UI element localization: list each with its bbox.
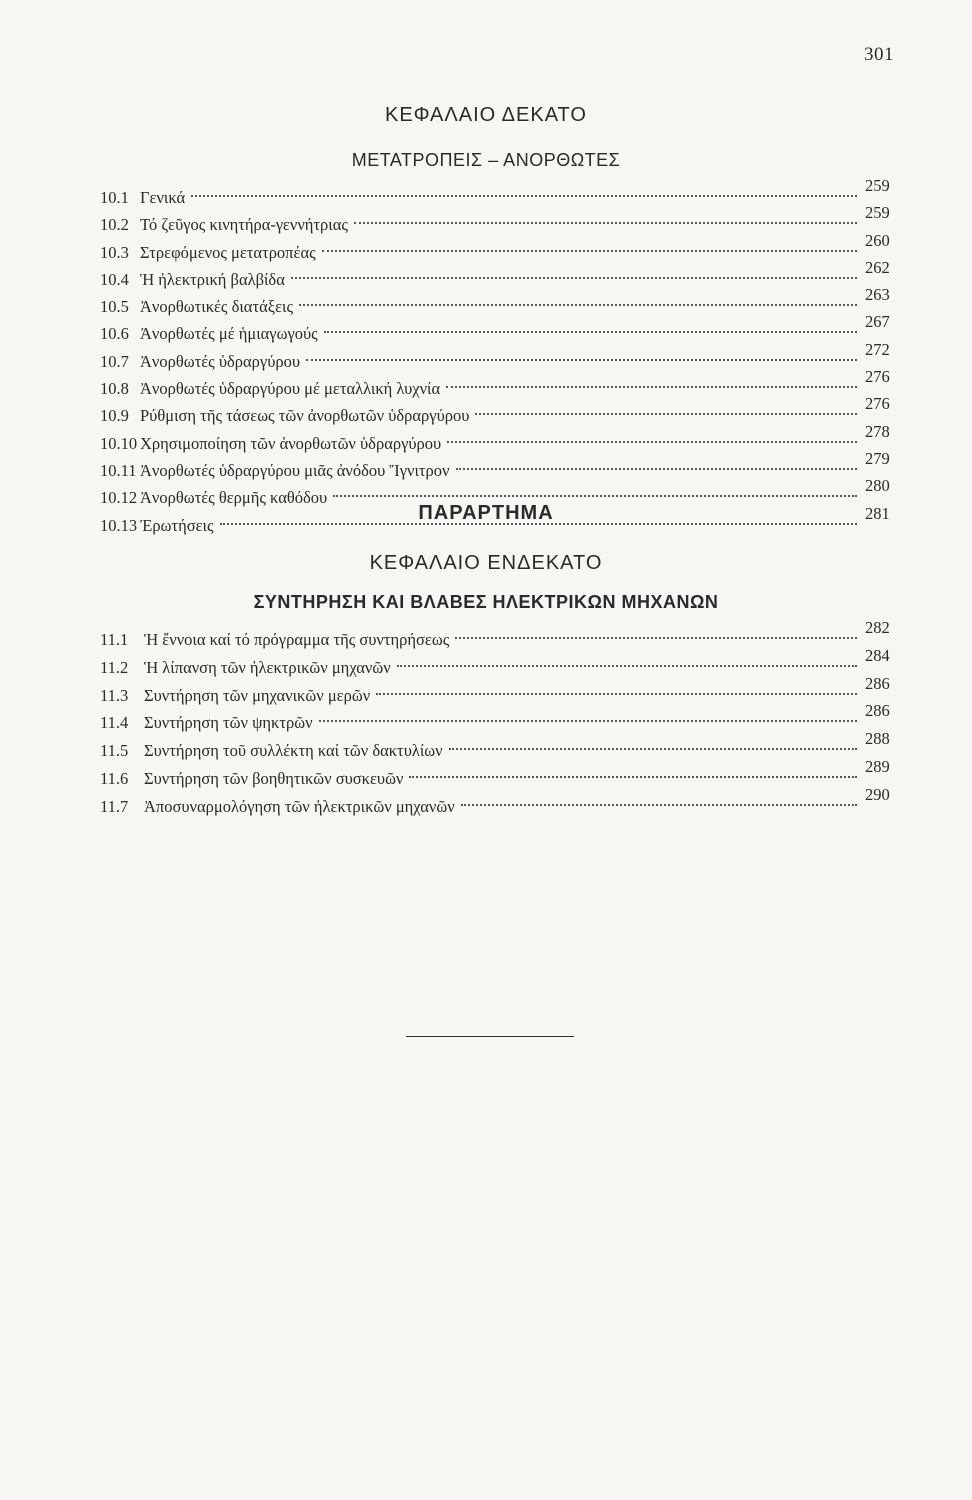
dot-leader	[455, 637, 857, 639]
toc-entry-page: 262	[865, 257, 890, 277]
dot-leader	[191, 195, 857, 197]
toc-entry[interactable]	[100, 756, 905, 797]
toc-entry-page: 259	[865, 203, 890, 223]
chapter-11-heading: ΚΕΦΑΛΑΙΟ ΕΝΔΕΚΑΤΟ	[369, 552, 603, 574]
chapter-10-toc	[100, 176, 905, 543]
toc-entry-page: 289	[865, 756, 890, 776]
toc-entry-title: Ἀνορθωτές ὑδραργύρου μιᾶς ἀνόδου Ἴγνιτρον	[140, 460, 450, 480]
toc-entry-page: 284	[865, 645, 890, 665]
toc-entry-number: 10.8	[100, 379, 129, 399]
dot-leader	[461, 804, 857, 806]
toc-entry-page: 286	[865, 673, 890, 693]
toc-entry-title: Ἀνορθωτικές διατάξεις	[140, 297, 293, 317]
appendix-heading: ΠΑΡΑΡΤΗΜΑ	[418, 502, 554, 524]
toc-entry[interactable]	[100, 448, 905, 488]
dot-leader	[319, 720, 857, 722]
dot-leader	[475, 413, 857, 415]
toc-entry[interactable]	[100, 367, 905, 406]
toc-entry-title: Τό ζεῦγος κινητήρα-γεννήτριας	[140, 215, 348, 235]
toc-entry-number: 11.7	[100, 796, 129, 816]
toc-entry[interactable]	[100, 618, 905, 658]
dot-leader	[306, 359, 857, 361]
toc-entry-title: Ἀποσυναρμολόγηση τῶν ἠλεκτρικῶν μηχανῶν	[144, 796, 455, 816]
toc-entry[interactable]	[100, 421, 905, 461]
toc-entry-number: 10.2	[100, 215, 129, 235]
toc-entry[interactable]	[100, 701, 905, 741]
toc-entry-number: 11.4	[100, 713, 129, 733]
toc-entry-number: 11.5	[100, 741, 129, 761]
chapter-11-toc	[100, 618, 905, 825]
toc-entry-page: 288	[865, 729, 890, 749]
dot-leader	[449, 748, 857, 750]
toc-entry-number: 10.13	[100, 515, 138, 535]
toc-entry-number: 10.12	[100, 488, 138, 508]
toc-entry-page: 259	[865, 176, 890, 195]
toc-entry[interactable]	[100, 257, 905, 297]
dot-leader	[447, 441, 857, 443]
toc-entry-title: Χρησιμοποίηση τῶν ἀνορθωτῶν ὑδραργύρου	[140, 433, 442, 453]
toc-entry-page: 263	[865, 285, 890, 305]
end-rule	[406, 1036, 574, 1037]
dot-leader	[456, 468, 857, 470]
toc-entry-page: 279	[865, 448, 890, 468]
toc-entry-title: Συντήρηση τοῦ συλλέκτη καί τῶν δακτυλίων	[144, 741, 443, 761]
toc-entry-number: 10.4	[100, 269, 129, 289]
toc-entry-number: 11.6	[100, 768, 129, 788]
toc-entry-number: 11.3	[100, 685, 129, 705]
dot-leader	[324, 331, 857, 333]
toc-entry[interactable]	[100, 312, 905, 351]
page-number: 301	[864, 44, 894, 65]
toc-entry-title: Συντήρηση τῶν βοηθητικῶν συσκευῶν	[144, 768, 404, 788]
toc-entry-title: Ἡ ἔννοια καί τό πρόγραμμα τῆς συντηρήσεως	[144, 630, 450, 649]
toc-entry-page: 290	[865, 784, 890, 804]
toc-entry-title: Ἀνορθωτές θερμῆς καθόδου	[140, 488, 328, 508]
toc-entry-number: 10.7	[100, 351, 129, 371]
dot-leader	[376, 693, 857, 695]
toc-entry-number: 10.3	[100, 242, 129, 262]
chapter-10-heading: ΚΕΦΑΛΑΙΟ ΔΕΚΑΤΟ	[385, 104, 587, 126]
toc-entry[interactable]	[100, 394, 905, 433]
dot-leader	[333, 495, 857, 497]
toc-entry-page: 278	[865, 421, 890, 441]
dot-leader	[446, 386, 857, 388]
toc-entry[interactable]	[100, 645, 905, 686]
toc-entry-number: 10.1	[100, 188, 129, 207]
dot-leader	[322, 250, 857, 252]
toc-entry-page: 276	[865, 367, 890, 387]
toc-entry-page: 281	[865, 503, 890, 523]
toc-entry-number: 10.5	[100, 297, 129, 317]
dot-leader	[354, 222, 857, 224]
toc-entry-title: Γενικά	[140, 188, 186, 207]
toc-entry[interactable]	[100, 285, 905, 324]
toc-entry-page: 260	[865, 230, 890, 250]
dot-leader	[291, 277, 857, 279]
toc-entry[interactable]	[100, 784, 905, 825]
toc-entry-title: Ἀνορθωτές μέ ἡμιαγωγούς	[140, 324, 318, 344]
dot-leader	[409, 776, 857, 778]
toc-entry-title: Συντήρηση τῶν ψηκτρῶν	[144, 713, 313, 733]
toc-entry-title: Ρύθμιση τῆς τάσεως τῶν ἀνορθωτῶν ὑδραργύρου	[140, 406, 470, 426]
toc-entry-page: 272	[865, 339, 890, 359]
chapter-11-subheading: ΣΥΝΤΗΡΗΣΗ ΚΑΙ ΒΛΑΒΕΣ ΗΛΕΚΤΡΙΚΩΝ ΜΗΧΑΝΩΝ	[253, 592, 719, 612]
toc-entry-number: 10.9	[100, 406, 129, 426]
toc-entry-title: Στρεφόμενος μετατροπέας	[140, 242, 316, 262]
toc-entry-title: Ἀνορθωτές ὑδραργύρου	[140, 351, 301, 371]
toc-entry-number: 11.2	[100, 657, 129, 677]
toc-entry[interactable]	[100, 230, 905, 270]
toc-entry-page: 267	[865, 312, 890, 332]
toc-entry-page: 286	[865, 701, 890, 721]
toc-entry-number: 10.10	[100, 433, 138, 453]
toc-entry-title: Ἡ ἠλεκτρική βαλβίδα	[140, 269, 285, 289]
toc-entry-page: 282	[865, 618, 890, 637]
toc-entry-number: 10.11	[100, 460, 137, 480]
dot-leader	[397, 665, 857, 667]
toc-entry-page: 280	[865, 476, 890, 496]
toc-entry-title: Ἀνορθωτές ὑδραργύρου μέ μεταλλική λυχνία	[140, 379, 441, 399]
dot-leader	[299, 304, 857, 306]
toc-entry[interactable]	[100, 203, 905, 242]
toc-entry-number: 10.6	[100, 324, 129, 344]
toc-entry[interactable]	[100, 673, 905, 714]
toc-entry-page: 276	[865, 394, 890, 414]
toc-entry[interactable]	[100, 339, 905, 379]
toc-entry-title: Συντήρηση τῶν μηχανικῶν μερῶν	[144, 685, 371, 705]
toc-entry-number: 11.1	[100, 630, 129, 649]
toc-entry[interactable]	[100, 729, 905, 769]
toc-entry-title: Ἡ λίπανση τῶν ἠλεκτρικῶν μηχανῶν	[144, 657, 391, 677]
chapter-10-subheading: ΜΕΤΑΤΡΟΠΕΙΣ – ΑΝΟΡΘΩΤΕΣ	[351, 150, 621, 170]
toc-entry-title: Ἐρωτήσεις	[140, 515, 214, 535]
toc-entry[interactable]	[100, 176, 905, 215]
